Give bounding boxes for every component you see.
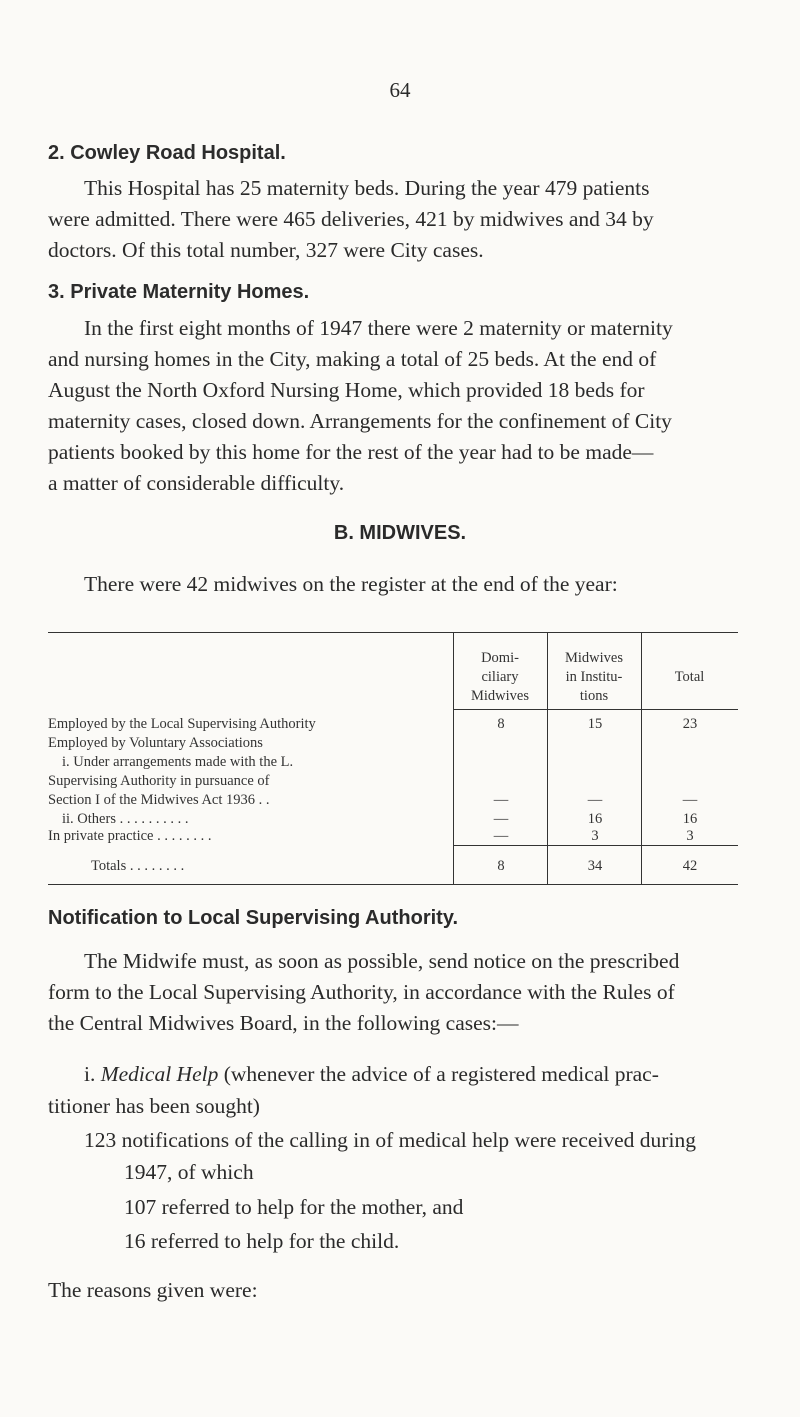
cell-inst: 3 bbox=[591, 828, 599, 844]
midwives-heading: B. MIDWIVES. bbox=[333, 522, 467, 544]
row-label: Employed by the Local Supervising Authority bbox=[48, 716, 316, 732]
total-inst: 34 bbox=[587, 858, 603, 874]
totals-label: Totals . . . . . . . . bbox=[91, 858, 185, 874]
row-label: In private practice . . . . . . . . bbox=[48, 828, 212, 844]
row-label: ii. Others . . . . . . . . . . bbox=[62, 811, 189, 827]
cell-total: 23 bbox=[682, 716, 698, 732]
midwives-table bbox=[48, 627, 738, 887]
text-line: August the North Oxford Nursing Home, which provided 18 beds for bbox=[48, 378, 645, 402]
page-number: 64 bbox=[389, 78, 411, 102]
text-line: 107 referred to help for the mother, and bbox=[124, 1195, 464, 1219]
section-2-heading: 2. Cowley Road Hospital. bbox=[48, 142, 286, 164]
text-line: the Central Midwives Board, in the following cases:— bbox=[48, 1011, 519, 1035]
cell-dom: 8 bbox=[497, 716, 505, 732]
text-line: In the first eight months of 1947 there were 2 maternity or maternity bbox=[84, 316, 673, 340]
text-line: and nursing homes in the City, making a total of 25 beds. At the end of bbox=[48, 347, 657, 371]
text-line: form to the Local Supervising Authority, in accordance with the Rules of bbox=[48, 980, 675, 1004]
notification-heading: Notification to Local Supervising Authority. bbox=[48, 907, 459, 929]
text-line: doctors. Of this total number, 327 were City cases. bbox=[48, 238, 484, 262]
section-3-heading: 3. Private Maternity Homes. bbox=[48, 281, 310, 303]
reasons-line: The reasons given were: bbox=[48, 1278, 258, 1302]
text-line: titioner has been sought) bbox=[48, 1094, 260, 1118]
text-line: 1947, of which bbox=[124, 1160, 254, 1184]
text-line: 16 referred to help for the child. bbox=[124, 1229, 400, 1253]
text-line: 123 notifications of the calling in of medical help were received during bbox=[84, 1128, 696, 1152]
header-institutions: Midwives in Institu- tions bbox=[565, 650, 623, 704]
table-bottom-rule bbox=[48, 884, 738, 885]
section-2-paragraph bbox=[48, 173, 738, 266]
total-total: 42 bbox=[682, 858, 698, 874]
cell-dom: — bbox=[493, 792, 509, 808]
section-3-paragraph bbox=[48, 313, 738, 499]
cell-total: — bbox=[682, 792, 698, 808]
text-line: patients booked by this home for the rest of the year had to be made— bbox=[48, 440, 654, 464]
text-line: maternity cases, closed down. Arrangements for the confinement of City bbox=[48, 409, 672, 433]
cell-inst: — bbox=[587, 792, 603, 808]
cell-total: 3 bbox=[686, 828, 694, 844]
row-label: i. Under arrangements made with the L. bbox=[62, 754, 294, 770]
cell-inst: 16 bbox=[587, 811, 603, 827]
cell-inst: 15 bbox=[587, 716, 603, 732]
header-total: Total bbox=[674, 669, 705, 685]
total-dom: 8 bbox=[497, 858, 505, 874]
table-top-rule bbox=[48, 632, 738, 633]
row-label: Section I of the Midwives Act 1936 . . bbox=[48, 792, 270, 808]
text-line: were admitted. There were 465 deliveries, 421 by midwives and 34 by bbox=[48, 207, 654, 231]
row-label: Supervising Authority in pursuance of bbox=[48, 773, 270, 789]
medical-help-item: i. Medical Help (whenever the advice of a registered medical prac- bbox=[84, 1062, 659, 1086]
row-label: Employed by Voluntary Associations bbox=[48, 735, 263, 751]
cell-dom: — bbox=[493, 811, 509, 827]
text-line: This Hospital has 25 maternity beds. During the year 479 patients bbox=[84, 176, 650, 200]
notification-paragraph bbox=[48, 946, 738, 1039]
cell-dom: — bbox=[493, 828, 509, 844]
text-line: The Midwife must, as soon as possible, send notice on the prescribed bbox=[84, 949, 680, 973]
cell-total: 16 bbox=[682, 811, 698, 827]
header-domiciliary: Domi- ciliary Midwives bbox=[471, 650, 529, 704]
table-totals-rule bbox=[453, 845, 738, 846]
midwives-intro: There were 42 midwives on the register at the end of the year: bbox=[84, 572, 618, 596]
table-header-rule bbox=[453, 709, 738, 710]
text-line: a matter of considerable difficulty. bbox=[48, 471, 345, 495]
